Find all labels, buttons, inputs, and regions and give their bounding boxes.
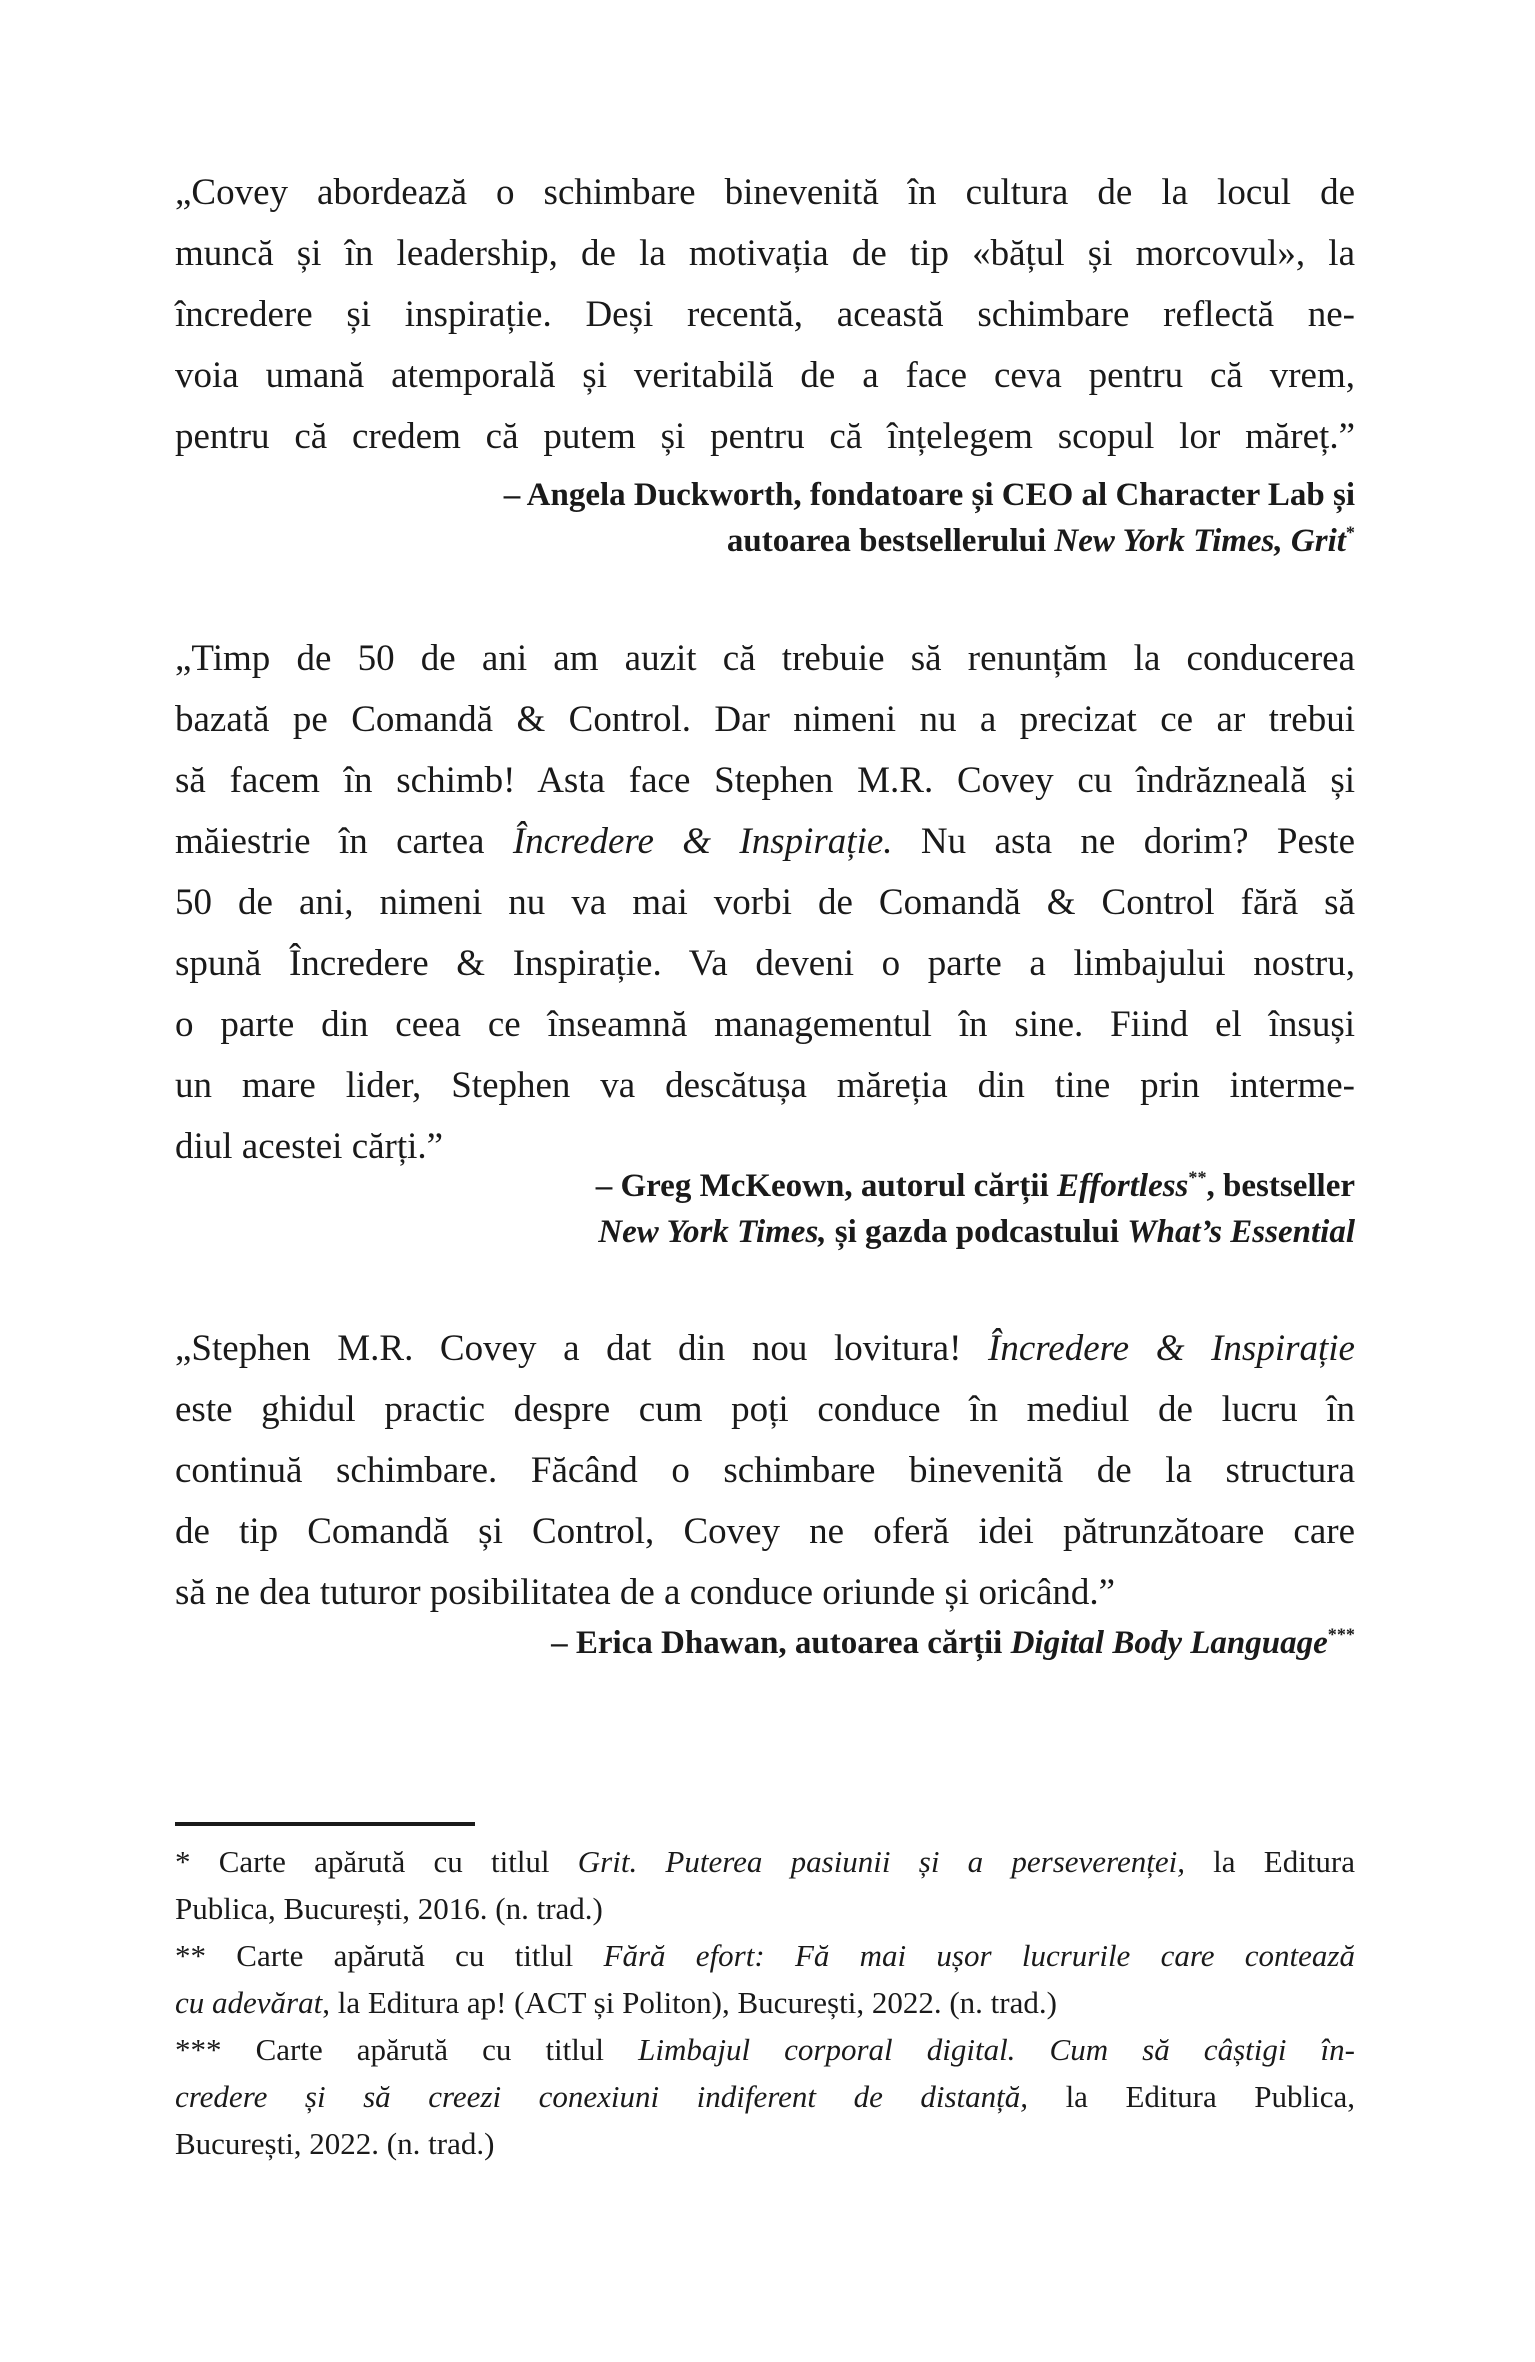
quote-dhawan — [175, 1318, 1355, 1623]
quote-duckworth — [175, 162, 1355, 467]
attribution-dhawan — [175, 1620, 1355, 1666]
quote-line: să ne dea tuturor posibilitatea de a conduce oriunde și oricând.” — [175, 1572, 1116, 1613]
footnote-divider — [175, 1822, 475, 1826]
attribution-line: – Erica Dhawan, autoarea cărții Digital Body Language*** — [551, 1624, 1355, 1661]
footnotes — [175, 1838, 1355, 2167]
quote-line: măiestrie în cartea Încredere & Inspirație. Nu asta ne dorim? Peste — [175, 821, 1355, 862]
quote-line: încredere și inspirație. Deși recentă, această schimbare reflectă ne- — [175, 294, 1355, 335]
footnote-line: Publica, București, 2016. (n. trad.) — [175, 1891, 603, 1926]
quote-line: bazată pe Comandă & Control. Dar nimeni nu a precizat ce ar trebui — [175, 699, 1355, 740]
quote-line: spună Încredere & Inspirație. Va deveni o parte a limbajului nostru, — [175, 943, 1355, 984]
quote-line: 50 de ani, nimeni nu va mai vorbi de Comandă & Control fără să — [175, 882, 1355, 923]
quote-line: muncă și în leadership, de la motivația de tip «bățul și morcovul», la — [175, 233, 1355, 274]
attribution-mckeown — [175, 1163, 1355, 1255]
quote-line: continuă schimbare. Făcând o schimbare binevenită de la structura — [175, 1450, 1355, 1491]
quote-line: „Stephen M.R. Covey a dat din nou lovitura! Încredere & Inspirație — [175, 1328, 1355, 1369]
quote-line: de tip Comandă și Control, Covey ne oferă idei pătrunzătoare care — [175, 1511, 1355, 1552]
quote-line: este ghidul practic despre cum poți conduce în mediul de lucru în — [175, 1389, 1355, 1430]
footnote-line: *** Carte apărută cu titlul Limbajul corporal digital. Cum să câștigi în- — [175, 2032, 1355, 2067]
quote-line: „Timp de 50 de ani am auzit că trebuie să renunțăm la conducerea — [175, 638, 1355, 679]
quote-line: pentru că credem că putem și pentru că înțelegem scopul lor măreț.” — [175, 416, 1355, 457]
attribution-line: New York Times, și gazda podcastului What’s Essential — [598, 1214, 1355, 1250]
footnote-line: cu adevărat, la Editura ap! (ACT și Politon), București, 2022. (n. trad.) — [175, 1985, 1057, 2020]
quote-line: diul acestei cărți.” — [175, 1126, 444, 1167]
quote-mckeown — [175, 628, 1355, 1177]
footnote-line: București, 2022. (n. trad.) — [175, 2126, 495, 2161]
footnote-line: * Carte apărută cu titlul Grit. Puterea pasiunii și a perseverenței, la Editura — [175, 1844, 1356, 1879]
quote-line: un mare lider, Stephen va descătușa măreția din tine prin interme- — [175, 1065, 1355, 1106]
attribution-line: – Angela Duckworth, fondatoare și CEO al Character Lab și — [503, 477, 1355, 513]
quote-line: să facem în schimb! Asta face Stephen M.R. Covey cu îndrăzneală și — [175, 760, 1355, 801]
attribution-duckworth — [175, 472, 1355, 564]
quote-line: o parte din ceea ce înseamnă managementul în sine. Fiind el însuși — [175, 1004, 1355, 1045]
footnote-line: credere și să creezi conexiuni indiferent de distanță, la Editura Publica, — [175, 2079, 1355, 2114]
attribution-line: – Greg McKeown, autorul cărții Effortless**, bestseller — [595, 1167, 1355, 1204]
attribution-line: autoarea bestsellerului New York Times, Grit* — [726, 522, 1355, 559]
quote-line: „Covey abordează o schimbare binevenită în cultura de la locul de — [175, 172, 1355, 213]
footnote-line: ** Carte apărută cu titlul Fără efort: Fă mai ușor lucrurile care contează — [175, 1938, 1355, 1973]
quote-line: voia umană atemporală și veritabilă de a face ceva pentru că vrem, — [175, 355, 1355, 396]
